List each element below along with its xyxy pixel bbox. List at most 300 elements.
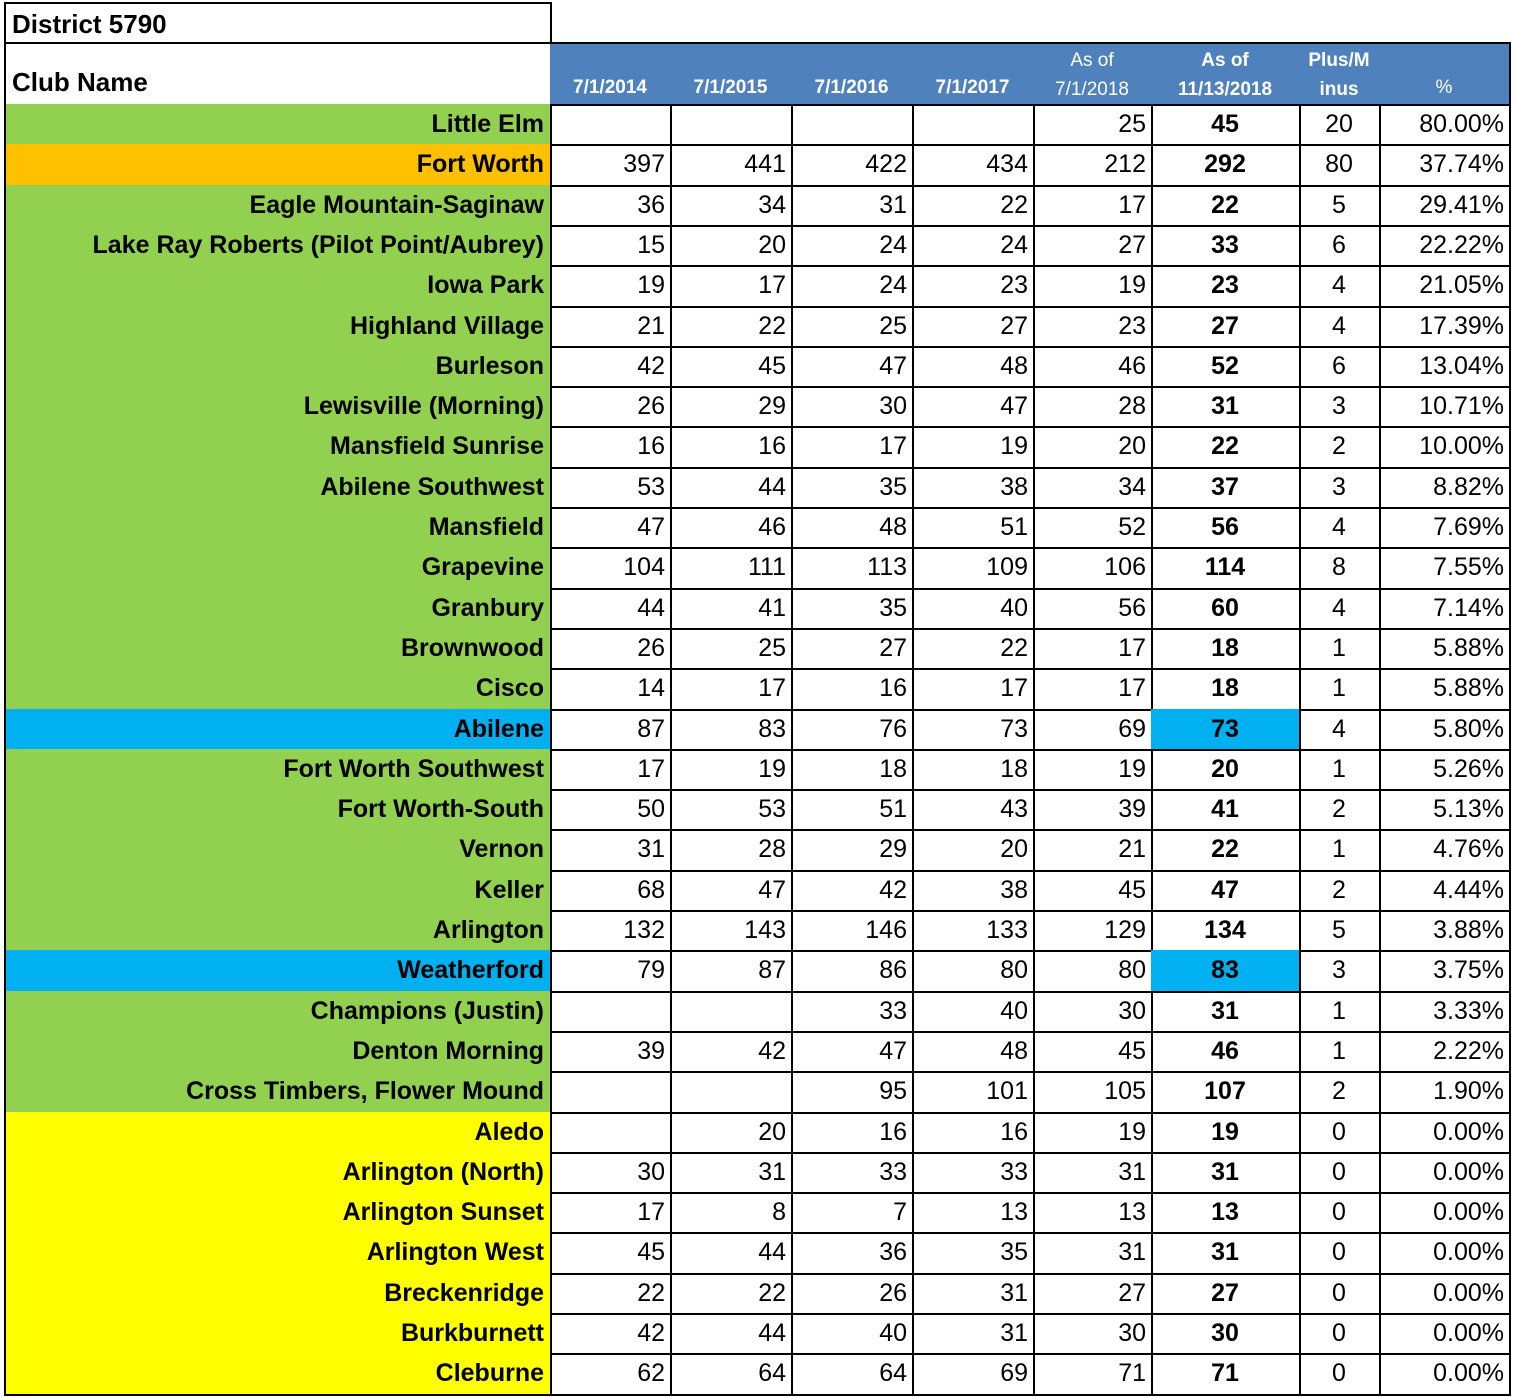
value-cell-plus-minus[interactable]: 2 <box>1299 1071 1381 1114</box>
value-cell-7-1-2016[interactable]: 35 <box>791 467 914 509</box>
value-cell-as-of-7-1-2018[interactable]: 80 <box>1033 950 1153 993</box>
value-cell-[interactable]: 0.00% <box>1379 1112 1511 1154</box>
value-cell-7-1-2015[interactable]: 17 <box>670 668 793 711</box>
value-cell-as-of-7-1-2018[interactable]: 31 <box>1033 1232 1153 1275</box>
value-cell-as-of-7-1-2018[interactable]: 56 <box>1033 588 1153 630</box>
value-cell-[interactable]: 8.82% <box>1379 467 1511 509</box>
value-cell-7-1-2014[interactable]: 21 <box>550 306 672 348</box>
value-cell-7-1-2015[interactable]: 22 <box>670 306 793 348</box>
value-cell-plus-minus[interactable]: 6 <box>1299 225 1381 267</box>
value-cell-7-1-2017[interactable]: 31 <box>912 1273 1035 1315</box>
value-cell-as-of-7-1-2018[interactable]: 30 <box>1033 991 1153 1033</box>
column-header-7-1-2015[interactable] <box>670 42 793 106</box>
value-cell-7-1-2015[interactable]: 20 <box>670 1112 793 1154</box>
value-cell-as-of-11-13-2018[interactable]: 18 <box>1151 668 1301 711</box>
value-cell-7-1-2016[interactable]: 40 <box>791 1313 914 1355</box>
value-cell-as-of-7-1-2018[interactable]: 129 <box>1033 910 1153 952</box>
value-cell-[interactable]: 1.90% <box>1379 1071 1511 1114</box>
club-name-cell[interactable]: Abilene <box>4 709 552 751</box>
value-cell-as-of-7-1-2018[interactable]: 17 <box>1033 185 1153 227</box>
value-cell-as-of-7-1-2018[interactable]: 30 <box>1033 1313 1153 1355</box>
value-cell-7-1-2017[interactable]: 18 <box>912 749 1035 791</box>
value-cell-as-of-7-1-2018[interactable]: 23 <box>1033 306 1153 348</box>
value-cell-7-1-2016[interactable]: 24 <box>791 225 914 267</box>
club-name-cell[interactable]: Arlington <box>4 910 552 952</box>
value-cell-as-of-7-1-2018[interactable]: 45 <box>1033 1031 1153 1073</box>
value-cell-as-of-11-13-2018[interactable]: 13 <box>1151 1192 1301 1234</box>
value-cell-7-1-2014[interactable]: 30 <box>550 1152 672 1194</box>
value-cell-7-1-2016[interactable]: 30 <box>791 386 914 428</box>
value-cell-7-1-2015[interactable]: 53 <box>670 789 793 831</box>
value-cell-[interactable]: 0.00% <box>1379 1192 1511 1234</box>
value-cell-7-1-2017[interactable]: 38 <box>912 467 1035 509</box>
value-cell-[interactable]: 0.00% <box>1379 1273 1511 1315</box>
value-cell-plus-minus[interactable]: 0 <box>1299 1232 1381 1275</box>
value-cell-[interactable]: 13.04% <box>1379 346 1511 388</box>
value-cell-[interactable]: 7.69% <box>1379 507 1511 549</box>
value-cell-as-of-11-13-2018[interactable]: 33 <box>1151 225 1301 267</box>
club-name-cell[interactable]: Burleson <box>4 346 552 388</box>
value-cell-as-of-7-1-2018[interactable]: 31 <box>1033 1152 1153 1194</box>
value-cell-as-of-11-13-2018[interactable]: 71 <box>1151 1353 1301 1396</box>
value-cell-7-1-2014[interactable]: 42 <box>550 346 672 388</box>
value-cell-as-of-7-1-2018[interactable]: 27 <box>1033 225 1153 267</box>
value-cell-plus-minus[interactable]: 1 <box>1299 749 1381 791</box>
club-name-cell[interactable]: Fort Worth <box>4 144 552 187</box>
value-cell-7-1-2017[interactable]: 101 <box>912 1071 1035 1114</box>
value-cell-7-1-2014[interactable]: 53 <box>550 467 672 509</box>
value-cell-7-1-2017[interactable]: 43 <box>912 789 1035 831</box>
value-cell-7-1-2014[interactable]: 16 <box>550 426 672 469</box>
value-cell-as-of-7-1-2018[interactable]: 39 <box>1033 789 1153 831</box>
value-cell-as-of-7-1-2018[interactable]: 20 <box>1033 426 1153 469</box>
value-cell-[interactable]: 21.05% <box>1379 265 1511 308</box>
value-cell-7-1-2016[interactable]: 64 <box>791 1353 914 1396</box>
value-cell-7-1-2015[interactable]: 16 <box>670 426 793 469</box>
value-cell-[interactable]: 0.00% <box>1379 1353 1511 1396</box>
column-header-label: 7/1/2015 <box>693 77 768 98</box>
value-cell-as-of-11-13-2018[interactable]: 31 <box>1151 386 1301 428</box>
value-cell-7-1-2017[interactable]: 22 <box>912 185 1035 227</box>
club-name-cell[interactable]: Arlington West <box>4 1232 552 1275</box>
column-header-7-1-2014[interactable] <box>550 42 672 106</box>
value-cell-7-1-2017[interactable]: 69 <box>912 1353 1035 1396</box>
value-cell-as-of-11-13-2018[interactable]: 114 <box>1151 547 1301 590</box>
value-cell-7-1-2014[interactable]: 397 <box>550 144 672 187</box>
value-cell-plus-minus[interactable]: 4 <box>1299 265 1381 308</box>
club-name-cell[interactable]: Iowa Park <box>4 265 552 308</box>
value-cell-7-1-2016[interactable]: 24 <box>791 265 914 308</box>
value-cell-7-1-2016[interactable]: 7 <box>791 1192 914 1234</box>
club-name-cell[interactable]: Cross Timbers, Flower Mound <box>4 1071 552 1114</box>
column-header-as-of-11-13-2018[interactable] <box>1151 42 1301 106</box>
value-cell-7-1-2015[interactable]: 87 <box>670 950 793 993</box>
value-cell-7-1-2014[interactable] <box>550 1112 672 1154</box>
value-cell-plus-minus[interactable]: 8 <box>1299 547 1381 590</box>
value-cell-7-1-2014[interactable] <box>550 104 672 146</box>
value-cell-7-1-2016[interactable]: 48 <box>791 507 914 549</box>
value-cell-as-of-11-13-2018[interactable]: 18 <box>1151 628 1301 670</box>
value-cell-7-1-2016[interactable]: 16 <box>791 668 914 711</box>
value-cell-as-of-7-1-2018[interactable]: 19 <box>1033 265 1153 308</box>
club-name-cell[interactable]: Cleburne <box>4 1353 552 1396</box>
value-cell-7-1-2017[interactable]: 133 <box>912 910 1035 952</box>
value-cell-[interactable]: 37.74% <box>1379 144 1511 187</box>
value-cell-7-1-2016[interactable]: 422 <box>791 144 914 187</box>
value-cell-as-of-11-13-2018[interactable]: 60 <box>1151 588 1301 630</box>
value-cell-7-1-2014[interactable]: 44 <box>550 588 672 630</box>
value-cell-as-of-11-13-2018[interactable]: 30 <box>1151 1313 1301 1355</box>
value-cell-as-of-7-1-2018[interactable]: 45 <box>1033 870 1153 912</box>
value-cell-7-1-2015[interactable] <box>670 991 793 1033</box>
column-header-7-1-2017[interactable] <box>912 42 1035 106</box>
value-cell-as-of-7-1-2018[interactable]: 52 <box>1033 507 1153 549</box>
value-cell-7-1-2015[interactable]: 441 <box>670 144 793 187</box>
value-cell-7-1-2015[interactable]: 29 <box>670 386 793 428</box>
club-name-cell[interactable]: Lake Ray Roberts (Pilot Point/Aubrey) <box>4 225 552 267</box>
value-cell-7-1-2017[interactable]: 48 <box>912 1031 1035 1073</box>
value-cell-plus-minus[interactable]: 4 <box>1299 306 1381 348</box>
club-name-header[interactable]: Club Name <box>4 42 552 106</box>
value-cell-7-1-2017[interactable]: 47 <box>912 386 1035 428</box>
value-cell-plus-minus[interactable]: 0 <box>1299 1152 1381 1194</box>
value-cell-[interactable]: 4.76% <box>1379 829 1511 872</box>
value-cell-plus-minus[interactable]: 80 <box>1299 144 1381 187</box>
value-cell-7-1-2017[interactable]: 109 <box>912 547 1035 590</box>
value-cell-7-1-2017[interactable]: 24 <box>912 225 1035 267</box>
value-cell-[interactable]: 0.00% <box>1379 1313 1511 1355</box>
value-cell-7-1-2015[interactable]: 8 <box>670 1192 793 1234</box>
value-cell-7-1-2015[interactable]: 44 <box>670 1232 793 1275</box>
value-cell-plus-minus[interactable]: 4 <box>1299 507 1381 549</box>
club-name-cell[interactable]: Cisco <box>4 668 552 711</box>
value-cell-7-1-2014[interactable]: 104 <box>550 547 672 590</box>
value-cell-[interactable]: 5.88% <box>1379 668 1511 711</box>
value-cell-as-of-7-1-2018[interactable]: 21 <box>1033 829 1153 872</box>
value-cell-[interactable]: 5.13% <box>1379 789 1511 831</box>
value-cell-[interactable]: 4.44% <box>1379 870 1511 912</box>
value-cell-as-of-11-13-2018[interactable]: 20 <box>1151 749 1301 791</box>
value-cell-plus-minus[interactable]: 1 <box>1299 829 1381 872</box>
value-cell-as-of-11-13-2018[interactable]: 134 <box>1151 910 1301 952</box>
club-name-cell[interactable]: Keller <box>4 870 552 912</box>
value-cell-as-of-11-13-2018[interactable]: 37 <box>1151 467 1301 509</box>
value-cell-7-1-2016[interactable]: 18 <box>791 749 914 791</box>
value-cell-7-1-2014[interactable]: 31 <box>550 829 672 872</box>
value-cell-7-1-2017[interactable]: 38 <box>912 870 1035 912</box>
value-cell-as-of-11-13-2018[interactable]: 46 <box>1151 1031 1301 1073</box>
value-cell-[interactable]: 10.71% <box>1379 386 1511 428</box>
column-header-plus-minus[interactable] <box>1299 42 1381 106</box>
value-cell-as-of-7-1-2018[interactable]: 13 <box>1033 1192 1153 1234</box>
value-cell-7-1-2016[interactable]: 51 <box>791 789 914 831</box>
club-name-cell[interactable]: Mansfield <box>4 507 552 549</box>
club-name-cell[interactable]: Breckenridge <box>4 1273 552 1315</box>
value-cell-as-of-11-13-2018[interactable]: 56 <box>1151 507 1301 549</box>
value-cell-plus-minus[interactable]: 5 <box>1299 185 1381 227</box>
value-cell-as-of-7-1-2018[interactable]: 19 <box>1033 749 1153 791</box>
club-name-cell[interactable]: Fort Worth-South <box>4 789 552 831</box>
value-cell-7-1-2015[interactable]: 20 <box>670 225 793 267</box>
value-cell-[interactable]: 22.22% <box>1379 225 1511 267</box>
value-cell-7-1-2017[interactable]: 48 <box>912 346 1035 388</box>
club-name-cell[interactable]: Champions (Justin) <box>4 991 552 1033</box>
value-cell-7-1-2017[interactable]: 40 <box>912 588 1035 630</box>
value-cell-7-1-2017[interactable] <box>912 104 1035 146</box>
column-header-[interactable] <box>1379 42 1511 106</box>
value-cell-as-of-11-13-2018[interactable]: 22 <box>1151 185 1301 227</box>
value-cell-7-1-2016[interactable]: 25 <box>791 306 914 348</box>
value-cell-as-of-7-1-2018[interactable]: 17 <box>1033 628 1153 670</box>
value-cell-7-1-2017[interactable]: 40 <box>912 991 1035 1033</box>
value-cell-7-1-2014[interactable]: 39 <box>550 1031 672 1073</box>
value-cell-7-1-2014[interactable]: 14 <box>550 668 672 711</box>
value-cell-7-1-2014[interactable]: 17 <box>550 1192 672 1234</box>
value-cell-7-1-2014[interactable]: 79 <box>550 950 672 993</box>
value-cell-7-1-2014[interactable] <box>550 991 672 1033</box>
value-cell-7-1-2016[interactable] <box>791 104 914 146</box>
value-cell-as-of-11-13-2018[interactable]: 83 <box>1151 950 1301 993</box>
value-cell-7-1-2015[interactable]: 31 <box>670 1152 793 1194</box>
value-cell-7-1-2015[interactable]: 44 <box>670 1313 793 1355</box>
value-cell-[interactable]: 10.00% <box>1379 426 1511 469</box>
club-name-cell[interactable]: Arlington Sunset <box>4 1192 552 1234</box>
value-cell-7-1-2014[interactable]: 26 <box>550 628 672 670</box>
value-cell-plus-minus[interactable]: 3 <box>1299 950 1381 993</box>
value-cell-7-1-2014[interactable]: 45 <box>550 1232 672 1275</box>
value-cell-7-1-2017[interactable]: 13 <box>912 1192 1035 1234</box>
value-cell-7-1-2016[interactable]: 86 <box>791 950 914 993</box>
district-title[interactable]: District 5790 <box>4 2 552 44</box>
value-cell-as-of-11-13-2018[interactable]: 31 <box>1151 1152 1301 1194</box>
value-cell-as-of-11-13-2018[interactable]: 27 <box>1151 1273 1301 1315</box>
value-cell-7-1-2016[interactable]: 36 <box>791 1232 914 1275</box>
value-cell-as-of-11-13-2018[interactable]: 22 <box>1151 426 1301 469</box>
value-cell-as-of-11-13-2018[interactable]: 22 <box>1151 829 1301 872</box>
value-cell-[interactable]: 80.00% <box>1379 104 1511 146</box>
value-cell-as-of-11-13-2018[interactable]: 73 <box>1151 709 1301 751</box>
club-name-cell[interactable]: Arlington (North) <box>4 1152 552 1194</box>
value-cell-7-1-2015[interactable]: 34 <box>670 185 793 227</box>
value-cell-[interactable]: 0.00% <box>1379 1152 1511 1194</box>
club-name-cell[interactable]: Granbury <box>4 588 552 630</box>
column-header-label: Plus/M <box>1308 50 1370 71</box>
value-cell-7-1-2016[interactable]: 27 <box>791 628 914 670</box>
value-cell-7-1-2015[interactable]: 44 <box>670 467 793 509</box>
club-name-cell[interactable]: Lewisville (Morning) <box>4 386 552 428</box>
value-cell-plus-minus[interactable]: 1 <box>1299 1031 1381 1073</box>
value-cell-7-1-2017[interactable]: 22 <box>912 628 1035 670</box>
club-name-cell[interactable]: Vernon <box>4 829 552 872</box>
value-cell-as-of-7-1-2018[interactable]: 34 <box>1033 467 1153 509</box>
value-cell-7-1-2017[interactable]: 17 <box>912 668 1035 711</box>
value-cell-7-1-2015[interactable]: 25 <box>670 628 793 670</box>
club-name-cell[interactable]: Mansfield Sunrise <box>4 426 552 469</box>
value-cell-plus-minus[interactable]: 3 <box>1299 467 1381 509</box>
value-cell-as-of-11-13-2018[interactable]: 41 <box>1151 789 1301 831</box>
value-cell-plus-minus[interactable]: 0 <box>1299 1313 1381 1355</box>
club-name-cell[interactable]: Highland Village <box>4 306 552 348</box>
club-name-cell[interactable]: Weatherford <box>4 950 552 993</box>
value-cell-plus-minus[interactable]: 1 <box>1299 668 1381 711</box>
club-name-cell[interactable]: Aledo <box>4 1112 552 1154</box>
value-cell-7-1-2014[interactable]: 17 <box>550 749 672 791</box>
value-cell-7-1-2015[interactable]: 22 <box>670 1273 793 1315</box>
value-cell-[interactable]: 5.88% <box>1379 628 1511 670</box>
value-cell-7-1-2015[interactable]: 19 <box>670 749 793 791</box>
club-name-cell[interactable]: Brownwood <box>4 628 552 670</box>
value-cell-[interactable]: 3.88% <box>1379 910 1511 952</box>
value-cell-7-1-2017[interactable]: 434 <box>912 144 1035 187</box>
value-cell-7-1-2014[interactable]: 42 <box>550 1313 672 1355</box>
value-cell-[interactable]: 0.00% <box>1379 1232 1511 1275</box>
value-cell-plus-minus[interactable]: 2 <box>1299 426 1381 469</box>
value-cell-7-1-2015[interactable]: 41 <box>670 588 793 630</box>
value-cell-7-1-2015[interactable] <box>670 1071 793 1114</box>
value-cell-7-1-2016[interactable]: 16 <box>791 1112 914 1154</box>
value-cell-7-1-2015[interactable]: 83 <box>670 709 793 751</box>
value-cell-plus-minus[interactable]: 6 <box>1299 346 1381 388</box>
club-name-cell[interactable]: Abilene Southwest <box>4 467 552 509</box>
value-cell-plus-minus[interactable]: 0 <box>1299 1192 1381 1234</box>
value-cell-7-1-2016[interactable]: 76 <box>791 709 914 751</box>
value-cell-[interactable]: 29.41% <box>1379 185 1511 227</box>
column-header-7-1-2016[interactable] <box>791 42 914 106</box>
value-cell-7-1-2017[interactable]: 19 <box>912 426 1035 469</box>
club-name-cell[interactable]: Fort Worth Southwest <box>4 749 552 791</box>
value-cell-plus-minus[interactable]: 1 <box>1299 991 1381 1033</box>
value-cell-[interactable]: 7.55% <box>1379 547 1511 590</box>
value-cell-7-1-2017[interactable]: 20 <box>912 829 1035 872</box>
value-cell-as-of-11-13-2018[interactable]: 23 <box>1151 265 1301 308</box>
value-cell-7-1-2014[interactable]: 15 <box>550 225 672 267</box>
value-cell-7-1-2015[interactable]: 28 <box>670 829 793 872</box>
value-cell-as-of-11-13-2018[interactable]: 31 <box>1151 1232 1301 1275</box>
value-cell-plus-minus[interactable]: 1 <box>1299 628 1381 670</box>
value-cell-7-1-2016[interactable]: 95 <box>791 1071 914 1114</box>
column-header-as-of-7-1-2018[interactable] <box>1033 42 1153 106</box>
value-cell-7-1-2016[interactable]: 26 <box>791 1273 914 1315</box>
value-cell-plus-minus[interactable]: 3 <box>1299 386 1381 428</box>
value-cell-7-1-2014[interactable]: 68 <box>550 870 672 912</box>
value-cell-7-1-2014[interactable]: 47 <box>550 507 672 549</box>
value-cell-7-1-2016[interactable]: 42 <box>791 870 914 912</box>
value-cell-7-1-2014[interactable]: 62 <box>550 1353 672 1396</box>
value-cell-7-1-2017[interactable]: 51 <box>912 507 1035 549</box>
value-cell-as-of-11-13-2018[interactable]: 19 <box>1151 1112 1301 1154</box>
value-cell-7-1-2015[interactable] <box>670 104 793 146</box>
value-cell-as-of-11-13-2018[interactable]: 47 <box>1151 870 1301 912</box>
club-name-cell[interactable]: Burkburnett <box>4 1313 552 1355</box>
value-cell-as-of-7-1-2018[interactable]: 25 <box>1033 104 1153 146</box>
value-cell-as-of-7-1-2018[interactable]: 17 <box>1033 668 1153 711</box>
value-cell-[interactable]: 2.22% <box>1379 1031 1511 1073</box>
value-cell-plus-minus[interactable]: 0 <box>1299 1353 1381 1396</box>
value-cell-7-1-2014[interactable]: 36 <box>550 185 672 227</box>
value-cell-7-1-2015[interactable]: 46 <box>670 507 793 549</box>
value-cell-as-of-7-1-2018[interactable]: 105 <box>1033 1071 1153 1114</box>
value-cell-7-1-2014[interactable]: 87 <box>550 709 672 751</box>
value-cell-7-1-2015[interactable]: 45 <box>670 346 793 388</box>
value-cell-7-1-2017[interactable]: 31 <box>912 1313 1035 1355</box>
value-cell-plus-minus[interactable]: 2 <box>1299 789 1381 831</box>
value-cell-7-1-2016[interactable]: 146 <box>791 910 914 952</box>
value-cell-plus-minus[interactable]: 2 <box>1299 870 1381 912</box>
value-cell-7-1-2016[interactable]: 29 <box>791 829 914 872</box>
club-name-cell[interactable]: Little Elm <box>4 104 552 146</box>
value-cell-7-1-2014[interactable] <box>550 1071 672 1114</box>
value-cell-7-1-2015[interactable]: 64 <box>670 1353 793 1396</box>
value-cell-as-of-7-1-2018[interactable]: 46 <box>1033 346 1153 388</box>
value-cell-as-of-11-13-2018[interactable]: 45 <box>1151 104 1301 146</box>
value-cell-as-of-7-1-2018[interactable]: 19 <box>1033 1112 1153 1154</box>
value-cell-7-1-2017[interactable]: 73 <box>912 709 1035 751</box>
value-cell-[interactable]: 5.80% <box>1379 709 1511 751</box>
value-cell-7-1-2015[interactable]: 143 <box>670 910 793 952</box>
value-cell-as-of-11-13-2018[interactable]: 52 <box>1151 346 1301 388</box>
value-cell-[interactable]: 3.33% <box>1379 991 1511 1033</box>
value-cell-7-1-2014[interactable]: 50 <box>550 789 672 831</box>
value-cell-as-of-7-1-2018[interactable]: 27 <box>1033 1273 1153 1315</box>
value-cell-7-1-2014[interactable]: 132 <box>550 910 672 952</box>
value-cell-[interactable]: 7.14% <box>1379 588 1511 630</box>
value-cell-as-of-7-1-2018[interactable]: 28 <box>1033 386 1153 428</box>
value-cell-7-1-2015[interactable]: 17 <box>670 265 793 308</box>
value-cell-7-1-2017[interactable]: 35 <box>912 1232 1035 1275</box>
value-cell-as-of-11-13-2018[interactable]: 31 <box>1151 991 1301 1033</box>
value-cell-as-of-7-1-2018[interactable]: 106 <box>1033 547 1153 590</box>
value-cell-plus-minus[interactable]: 4 <box>1299 709 1381 751</box>
value-cell-as-of-11-13-2018[interactable]: 292 <box>1151 144 1301 187</box>
value-cell-[interactable]: 3.75% <box>1379 950 1511 993</box>
value-cell-plus-minus[interactable]: 5 <box>1299 910 1381 952</box>
value-cell-plus-minus[interactable]: 4 <box>1299 588 1381 630</box>
value-cell-7-1-2016[interactable]: 47 <box>791 1031 914 1073</box>
value-cell-7-1-2014[interactable]: 19 <box>550 265 672 308</box>
value-cell-7-1-2015[interactable]: 47 <box>670 870 793 912</box>
club-name-cell[interactable]: Grapevine <box>4 547 552 590</box>
value-cell-7-1-2016[interactable]: 33 <box>791 991 914 1033</box>
value-cell-plus-minus[interactable]: 0 <box>1299 1273 1381 1315</box>
value-cell-7-1-2017[interactable]: 33 <box>912 1152 1035 1194</box>
value-cell-plus-minus[interactable]: 20 <box>1299 104 1381 146</box>
value-cell-as-of-11-13-2018[interactable]: 107 <box>1151 1071 1301 1114</box>
value-cell-7-1-2016[interactable]: 35 <box>791 588 914 630</box>
value-cell-7-1-2016[interactable]: 17 <box>791 426 914 469</box>
value-cell-7-1-2016[interactable]: 33 <box>791 1152 914 1194</box>
value-cell-7-1-2014[interactable]: 26 <box>550 386 672 428</box>
value-cell-as-of-7-1-2018[interactable]: 69 <box>1033 709 1153 751</box>
value-cell-7-1-2014[interactable]: 22 <box>550 1273 672 1315</box>
value-cell-as-of-11-13-2018[interactable]: 27 <box>1151 306 1301 348</box>
club-name-cell[interactable]: Denton Morning <box>4 1031 552 1073</box>
value-cell-as-of-7-1-2018[interactable]: 71 <box>1033 1353 1153 1396</box>
value-cell-7-1-2016[interactable]: 47 <box>791 346 914 388</box>
value-cell-7-1-2015[interactable]: 42 <box>670 1031 793 1073</box>
value-cell-7-1-2017[interactable]: 80 <box>912 950 1035 993</box>
value-cell-as-of-7-1-2018[interactable]: 212 <box>1033 144 1153 187</box>
value-cell-[interactable]: 17.39% <box>1379 306 1511 348</box>
value-cell-7-1-2016[interactable]: 31 <box>791 185 914 227</box>
value-cell-[interactable]: 5.26% <box>1379 749 1511 791</box>
club-name-cell[interactable]: Eagle Mountain-Saginaw <box>4 185 552 227</box>
value-cell-7-1-2017[interactable]: 23 <box>912 265 1035 308</box>
value-cell-7-1-2016[interactable]: 113 <box>791 547 914 590</box>
value-cell-7-1-2017[interactable]: 27 <box>912 306 1035 348</box>
value-cell-plus-minus[interactable]: 0 <box>1299 1112 1381 1154</box>
value-cell-7-1-2015[interactable]: 111 <box>670 547 793 590</box>
value-cell-7-1-2017[interactable]: 16 <box>912 1112 1035 1154</box>
